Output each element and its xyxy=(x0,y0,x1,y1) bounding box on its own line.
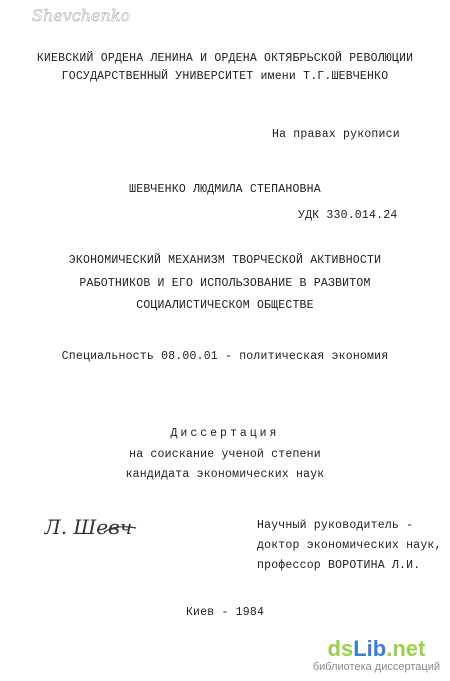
watermark-brand-lib: Lib xyxy=(353,636,387,661)
supervisor-line-3: профессор ВОРОТИНА Л.И. xyxy=(257,559,421,572)
degree-line-1: на соискание ученой степени xyxy=(129,448,321,461)
manuscript-note: На правах рукописи xyxy=(272,128,400,141)
watermark-brand-ds: ds xyxy=(327,636,354,661)
watermark-logo xyxy=(313,637,440,661)
institution-line-2: ГОСУДАРСТВЕННЫЙ УНИВЕРСИТЕТ имени Т.Г.ШЕВЧЕНКО xyxy=(61,70,389,83)
supervisor-line-2: доктор экономических наук, xyxy=(257,539,442,552)
title-line-3: СОЦИАЛИСТИЧЕСКОМ ОБЩЕСТВЕ xyxy=(136,299,314,312)
handwritten-signature xyxy=(44,512,140,544)
specialty: Специальность 08.00.01 - политическая экономия xyxy=(61,350,389,363)
stamp-text: Shevchenko xyxy=(32,6,130,25)
dslib-watermark xyxy=(313,637,440,673)
place-year: Киев - 1984 xyxy=(185,606,265,619)
watermark-brand-net: .net xyxy=(386,636,426,661)
watermark-subtitle: библиотека диссертаций xyxy=(312,661,440,673)
title-line-2: РАБОТНИКОВ И ЕГО ИСПОЛЬЗОВАНИЕ В РАЗВИТОМ xyxy=(79,277,371,290)
udk-code: УДК 330.014.24 xyxy=(298,209,398,222)
degree-line-2: кандидата экономических наук xyxy=(125,468,325,481)
title-line-1: ЭКОНОМИЧЕСКИЙ МЕХАНИЗМ ТВОРЧЕСКОЙ АКТИВНОСТИ xyxy=(68,254,382,267)
dissertation-heading: Диссертация xyxy=(170,427,280,440)
signature-text: Л. Шевч xyxy=(44,515,133,539)
supervisor-line-1: Научный руководитель - xyxy=(257,519,414,532)
institution-line-1: КИЕВСКИЙ ОРДЕНА ЛЕНИНА И ОРДЕНА ОКТЯБРЬСКОЙ РЕВОЛЮЦИИ xyxy=(36,52,414,65)
author-name: ШЕВЧЕНКО ЛЮДМИЛА СТЕПАНОВНА xyxy=(129,183,321,196)
library-stamp xyxy=(30,4,130,28)
